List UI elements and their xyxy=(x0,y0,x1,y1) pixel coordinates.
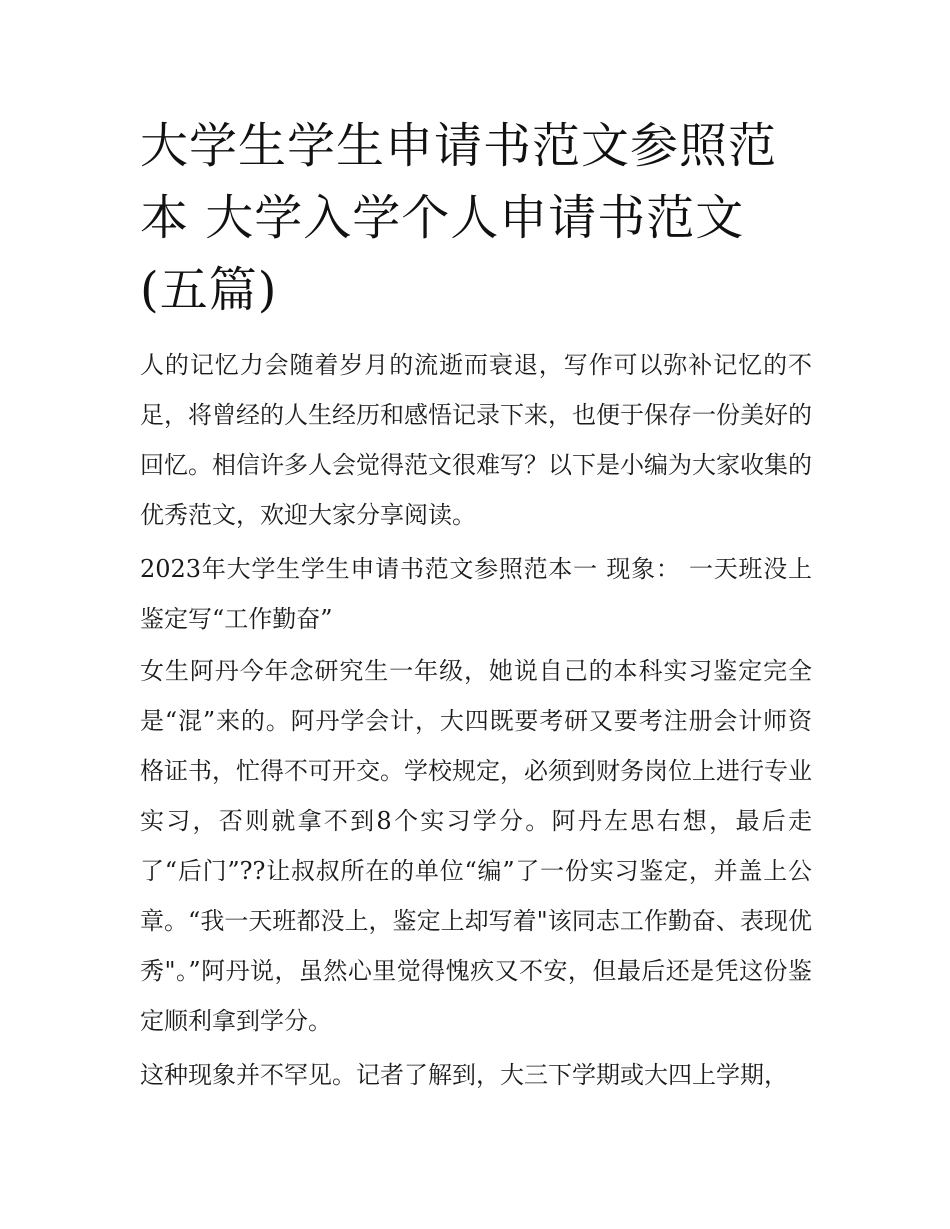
title-line-1: 大学生学生申请书范文参照范 xyxy=(140,118,778,174)
story-paragraph: 女生阿丹今年念研究生一年级，她说自己的本科实习鉴定完全是“混”来的。阿丹学会计，大四既要考研又要考注册会计师资格证书，忙得不可开交。学校规定，必须到财务岗位上进行专业实习，否则就拿不到8个实习学分。阿丹左思右想，最后走了“后门”??让叔叔所在的单位“编”了一份实习鉴定，并盖上公章。“我一天班都没上，鉴定上却写着"该同志工作勤奋、表现优秀"。”阿丹说，虽然心里觉得愧疚又不安，但最后还是凭这份鉴定顺利拿到学分。 xyxy=(140,657,812,1035)
document-title xyxy=(140,110,812,326)
continuation-paragraph: 这种现象并不罕见。记者了解到，大三下学期或大四上学期， xyxy=(140,1061,788,1089)
title-line-2: 本 大学入学个人申请书范文 xyxy=(140,190,745,246)
section-heading: 2023年大学生学生申请书范文参照范本一 现象： 一天班没上鉴定写“工作勤奋” xyxy=(140,555,812,633)
title-line-3: (五篇) xyxy=(140,262,278,318)
intro-paragraph: 人的记忆力会随着岁月的流逝而衰退，写作可以弥补记忆的不足，将曾经的人生经历和感悟记录下来，也便于保存一份美好的回忆。相信许多人会觉得范文很难写？以下是小编为大家收集的优秀范文，欢迎大家分享阅读。 xyxy=(140,351,812,529)
document-body xyxy=(140,340,812,1100)
document-page xyxy=(140,110,812,1104)
